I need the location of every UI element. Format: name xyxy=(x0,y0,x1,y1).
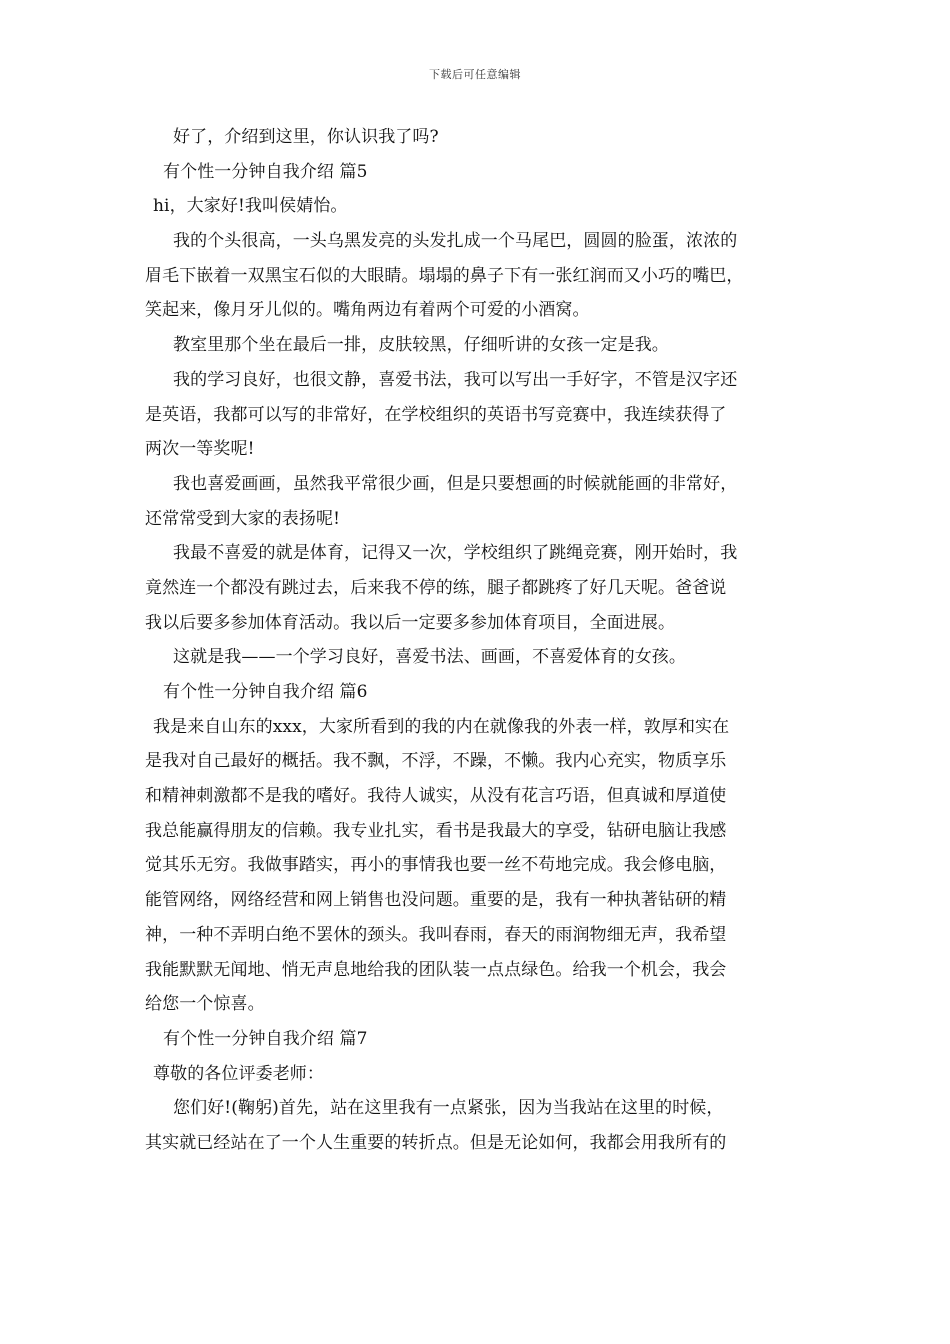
text-line: 有个性一分钟自我介绍 篇6 xyxy=(163,682,368,702)
paragraph xyxy=(145,120,810,155)
section-heading xyxy=(145,1022,810,1057)
section-heading xyxy=(145,155,810,190)
text-line: 好了，介绍到这里，你认识我了吗? xyxy=(173,127,439,147)
text-line: 有个性一分钟自我介绍 篇7 xyxy=(163,1028,368,1049)
paragraph xyxy=(145,363,810,467)
text-line: 我能默默无闻地、悄无声息地给我的团队装一点点绿色。给我一个机会，我会 xyxy=(145,959,727,980)
paragraph xyxy=(145,1091,810,1160)
text-line: 这就是我——一个学习良好，喜爱书法、画画，不喜爱体育的女孩。 xyxy=(173,647,686,668)
text-line: 眉毛下嵌着一双黑宝石似的大眼睛。塌塌的鼻子下有一张红润而又小巧的嘴巴， xyxy=(145,265,744,286)
page-header: 下载后可任意编辑 xyxy=(429,68,521,81)
paragraph xyxy=(145,328,810,363)
text-line: 是我对自己最好的概括。我不飘，不浮，不躁，不懒。我内心充实，物质享乐 xyxy=(145,751,727,772)
paragraph xyxy=(145,224,810,328)
greeting-line xyxy=(145,710,810,745)
section-heading xyxy=(145,675,810,710)
text-line: 我以后要多参加体育活动。我以后一定要多参加体育项目，全面进展。 xyxy=(145,612,676,633)
text-line: hi，大家好!我叫侯婧怡。 xyxy=(153,196,348,217)
text-line: 其实就已经站在了一个人生重要的转折点。但是无论如何，我都会用我所有的 xyxy=(145,1132,727,1153)
text-line: 有个性一分钟自我介绍 篇5 xyxy=(163,161,368,182)
text-line: 给您一个惊喜。 xyxy=(145,994,265,1015)
greeting-line xyxy=(145,1057,810,1092)
text-line: 笑起来，像月牙儿似的。嘴角两边有着两个可爱的小酒窝。 xyxy=(145,300,590,321)
text-line: 还常常受到大家的表扬呢! xyxy=(145,508,341,529)
paragraph xyxy=(145,640,810,675)
text-line: 我总能赢得朋友的信赖。我专业扎实，看书是我最大的享受，钻研电脑让我感 xyxy=(145,820,727,841)
text-line: 我是来自山东的xxx，大家所看到的我的内在就像我的外表一样，敦厚和实在 xyxy=(153,716,730,737)
text-line: 我的学习良好，也很文静，喜爱书法，我可以写出一手好字，不管是汉字还 xyxy=(173,369,738,390)
greeting-line xyxy=(145,189,810,224)
text-line: 我最不喜爱的就是体育，记得又一次，学校组织了跳绳竞赛，刚开始时，我 xyxy=(173,543,738,564)
paragraph xyxy=(145,467,810,536)
text-line: 觉其乐无穷。我做事踏实，再小的事情我也要一丝不苟地完成。我会修电脑， xyxy=(145,855,727,876)
document-body xyxy=(145,120,810,1161)
text-line: 您们好!(鞠躬)首先，站在这里我有一点紧张，因为当我站在这里的时候， xyxy=(173,1098,724,1119)
text-line: 两次一等奖呢! xyxy=(145,439,255,460)
text-line: 是英语，我都可以写的非常好，在学校组织的英语书写竞赛中，我连续获得了 xyxy=(145,404,727,425)
paragraph xyxy=(145,536,810,640)
text-line: 我也喜爱画画，虽然我平常很少画，但是只要想画的时候就能画的非常好， xyxy=(173,473,738,494)
text-line: 竟然连一个都没有跳过去，后来我不停的练，腿子都跳疼了好几天呢。爸爸说 xyxy=(145,577,727,598)
paragraph-continuation xyxy=(145,744,810,1022)
text-line: 神，一种不弄明白绝不罢休的颈头。我叫春雨，春天的雨润物细无声，我希望 xyxy=(145,924,727,945)
text-line: 能管网络，网络经营和网上销售也没问题。重要的是，我有一种执著钻研的精 xyxy=(145,890,727,911)
text-line: 教室里那个坐在最后一排，皮肤较黑，仔细听讲的女孩一定是我。 xyxy=(173,335,669,356)
text-line: 我的个头很高，一头乌黑发亮的头发扎成一个马尾巴，圆圆的脸蛋，浓浓的 xyxy=(173,231,738,252)
text-line: 和精神刺激都不是我的嗜好。我待人诚实，从没有花言巧语，但真诚和厚道使 xyxy=(145,786,727,807)
text-line: 尊敬的各位评委老师： xyxy=(153,1063,324,1084)
